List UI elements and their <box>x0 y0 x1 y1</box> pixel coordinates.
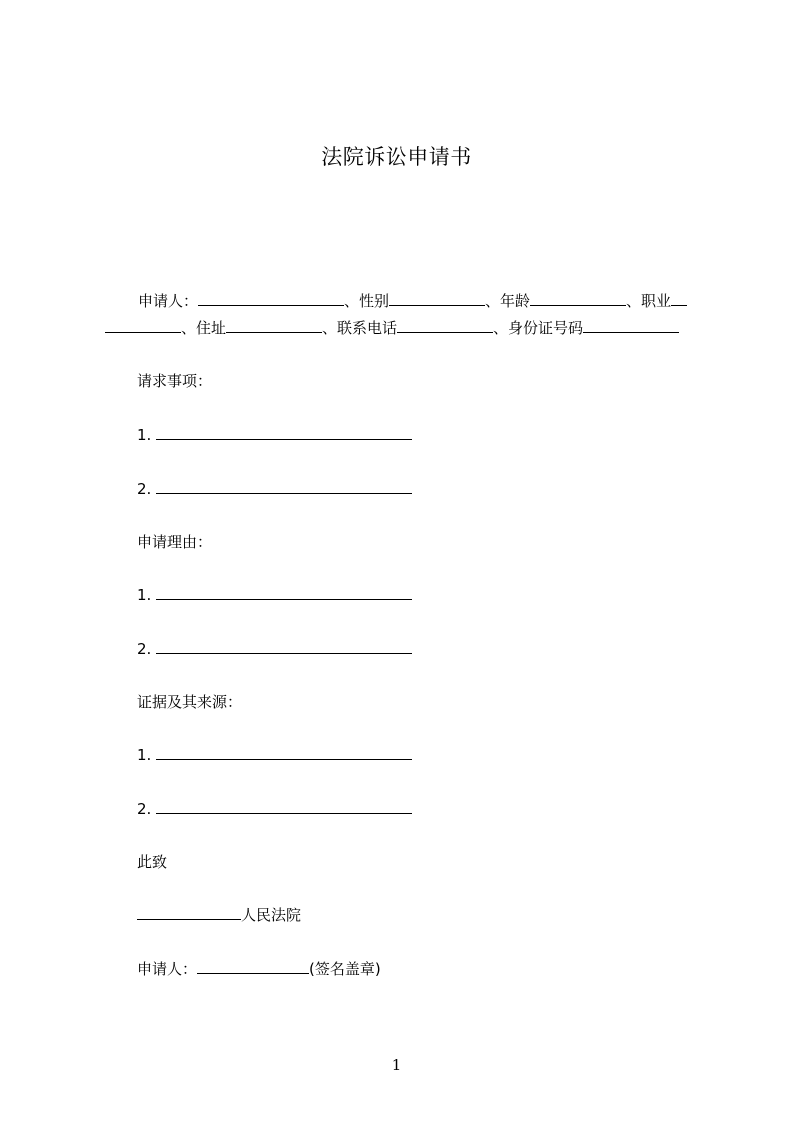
occupation-blank-start[interactable] <box>671 291 687 306</box>
reason-item <box>137 585 412 605</box>
evidence-item-number: 2. <box>137 800 152 818</box>
address-label: 、住址 <box>181 319 227 337</box>
gender-label: 、性别 <box>344 292 390 310</box>
evidence-item-blank[interactable] <box>156 745 412 760</box>
page-number: 1 <box>391 1056 402 1074</box>
applicant-info-line-2 <box>105 318 679 338</box>
reasons-heading: 申请理由： <box>137 533 213 551</box>
signature-suffix: (签名盖章) <box>309 960 381 978</box>
document-title: 法院诉讼申请书 <box>321 145 472 169</box>
closing-text: 此致 <box>137 853 168 871</box>
phone-blank[interactable] <box>397 318 493 333</box>
address-blank[interactable] <box>226 318 322 333</box>
occupation-blank-end[interactable] <box>105 318 181 333</box>
reason-item <box>137 639 412 659</box>
request-item <box>137 425 412 445</box>
age-blank[interactable] <box>530 291 626 306</box>
request-item-blank[interactable] <box>156 479 412 494</box>
evidence-heading: 证据及其来源： <box>137 693 243 711</box>
reason-item-blank[interactable] <box>156 585 412 600</box>
applicant-name-blank[interactable] <box>198 291 344 306</box>
age-label: 、年龄 <box>485 292 531 310</box>
request-item <box>137 479 412 499</box>
evidence-item <box>137 799 412 819</box>
reason-item-blank[interactable] <box>156 639 412 654</box>
reason-item-number: 2. <box>137 640 152 658</box>
court-suffix: 人民法院 <box>241 906 302 924</box>
signature-line <box>137 959 381 979</box>
request-item-blank[interactable] <box>156 425 412 440</box>
id-number-blank[interactable] <box>583 318 679 333</box>
id-number-label: 、身份证号码 <box>493 319 584 337</box>
signature-label: 申请人： <box>137 960 198 978</box>
request-item-number: 2. <box>137 480 152 498</box>
phone-label: 、联系电话 <box>322 319 398 337</box>
occupation-label: 、职业 <box>626 292 672 310</box>
signature-blank[interactable] <box>197 959 309 974</box>
reason-item-number: 1. <box>137 586 152 604</box>
applicant-info-line-1 <box>138 291 687 311</box>
evidence-item <box>137 745 412 765</box>
court-line <box>137 905 301 925</box>
gender-blank[interactable] <box>389 291 485 306</box>
evidence-item-blank[interactable] <box>156 799 412 814</box>
request-item-number: 1. <box>137 426 152 444</box>
applicant-label: 申请人： <box>138 292 199 310</box>
requests-heading: 请求事项： <box>137 372 213 390</box>
evidence-item-number: 1. <box>137 746 152 764</box>
court-name-blank[interactable] <box>137 905 241 920</box>
